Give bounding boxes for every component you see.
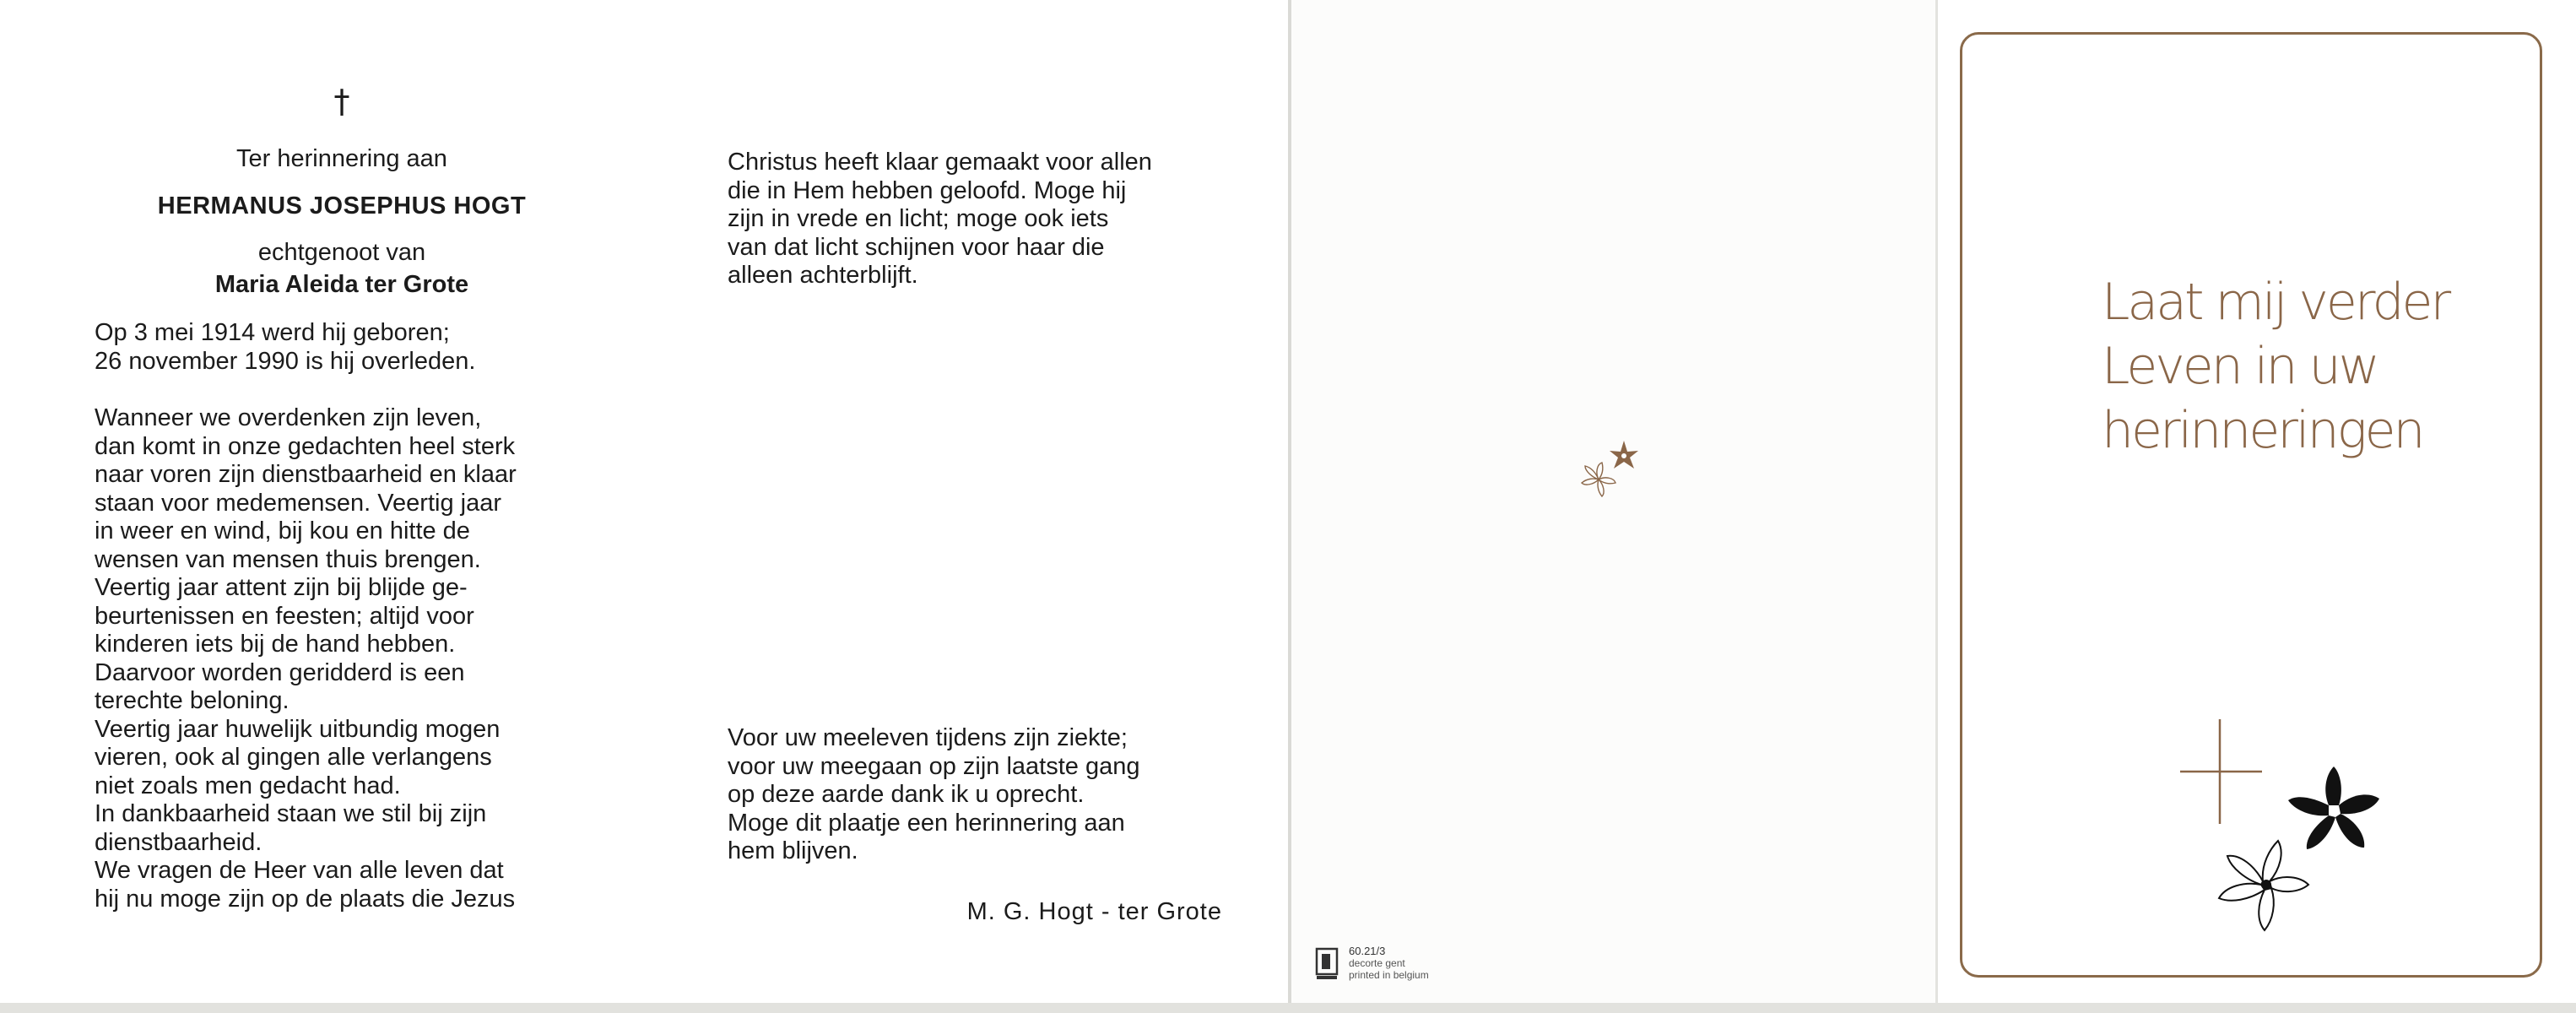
text-line: niet zoals men gedacht had.	[95, 772, 401, 799]
text-line: kinderen iets bij de hand hebben.	[95, 631, 456, 658]
text-line: wensen van mensen thuis brengen.	[95, 545, 481, 573]
text-line: in weer en wind, bij kou en hitte de	[95, 517, 470, 544]
death-line: 26 november 1990 is hij overleden.	[95, 347, 476, 375]
back-panel	[1291, 0, 1935, 1010]
text-line: die in Hem hebben geloofd. Moge hij	[728, 176, 1127, 204]
publisher-imprint	[1315, 945, 1484, 988]
life-dates	[95, 319, 589, 376]
text-line: Christus heeft klaar gemaakt voor allen	[728, 149, 1152, 176]
text-line: terechte beloning.	[95, 687, 290, 714]
verse-line: Laat mij verder	[2102, 273, 2449, 332]
text-line: Daarvoor worden geridderd is een	[95, 658, 465, 686]
text-line: voor uw meegaan op zijn laatste gang	[728, 752, 1140, 780]
text-line: vieren, ook al gingen alle verlangens	[95, 744, 492, 771]
text-line: Wanneer we overdenken zijn leven,	[95, 404, 482, 431]
birth-line: Op 3 mei 1914 werd hij geboren;	[95, 319, 450, 346]
text-line: Moge dit plaatje een herinnering aan	[728, 809, 1125, 837]
tribute-text	[95, 404, 589, 913]
publisher-name: decorte gent	[1349, 957, 1405, 969]
spouse-label: echtgenoot van	[257, 239, 426, 266]
small-flowers-icon	[1575, 437, 1651, 505]
spouse-name: Maria Aleida ter Grote	[214, 270, 469, 298]
scan-edge	[0, 1003, 2576, 1013]
publisher-logo-icon	[1315, 947, 1340, 981]
white-flower-icon	[2219, 841, 2308, 930]
verse-line: herinneringen	[2102, 401, 2423, 460]
text-line: zijn in vrede en licht; moge ook iets	[728, 205, 1109, 232]
cross-and-flowers-icon	[2178, 716, 2406, 961]
brown-cross-icon	[2180, 719, 2262, 824]
thanks-text	[728, 724, 1222, 866]
text-line: op deze aarde dank ik u oprecht.	[728, 781, 1085, 808]
verse-line: Leven in uw	[2102, 337, 2378, 396]
intro-text: Ter herinnering aan	[236, 145, 447, 172]
text-line: We vragen de Heer van alle leven dat	[95, 857, 504, 884]
text-line: In dankbaarheid staan we stil bij zijn	[95, 800, 487, 827]
memorial-text-column	[95, 84, 589, 913]
publisher-note: printed in belgium	[1349, 969, 1429, 981]
text-line: Voor uw meeleven tijdens zijn ziekte;	[728, 724, 1128, 751]
text-line: Veertig jaar attent zijn bij blijde ge-	[95, 574, 468, 601]
continuation-text	[728, 149, 1222, 290]
text-line: van dat licht schijnen voor haar die	[728, 233, 1105, 261]
text-line: Veertig jaar huwelijk uitbundig mogen	[95, 715, 501, 743]
text-line: dan komt in onze gedachten heel sterk	[95, 432, 516, 460]
text-line: alleen achterblijft.	[728, 262, 918, 289]
black-flower-icon	[2288, 767, 2379, 849]
text-line: hem blijven.	[728, 837, 858, 864]
publisher-code: 60.21/3	[1349, 945, 1386, 957]
thanks-section	[728, 724, 1222, 926]
text-line: hij nu moge zijn op de plaats die Jezus	[95, 885, 516, 913]
deceased-name: HERMANUS JOSEPHUS HOGT	[157, 192, 527, 219]
text-line: dienstbaarheid.	[95, 828, 262, 856]
cross-icon: †	[333, 83, 350, 120]
text-line: naar voren zijn dienstbaarheid en klaar	[95, 461, 517, 488]
text-line: beurtenissen en feesten; altijd voor	[95, 602, 474, 630]
cover-verse	[2102, 270, 2524, 463]
text-line: staan voor medemensen. Veertig jaar	[95, 489, 501, 517]
signature: M. G. Hogt - ter Grote	[966, 897, 1222, 925]
